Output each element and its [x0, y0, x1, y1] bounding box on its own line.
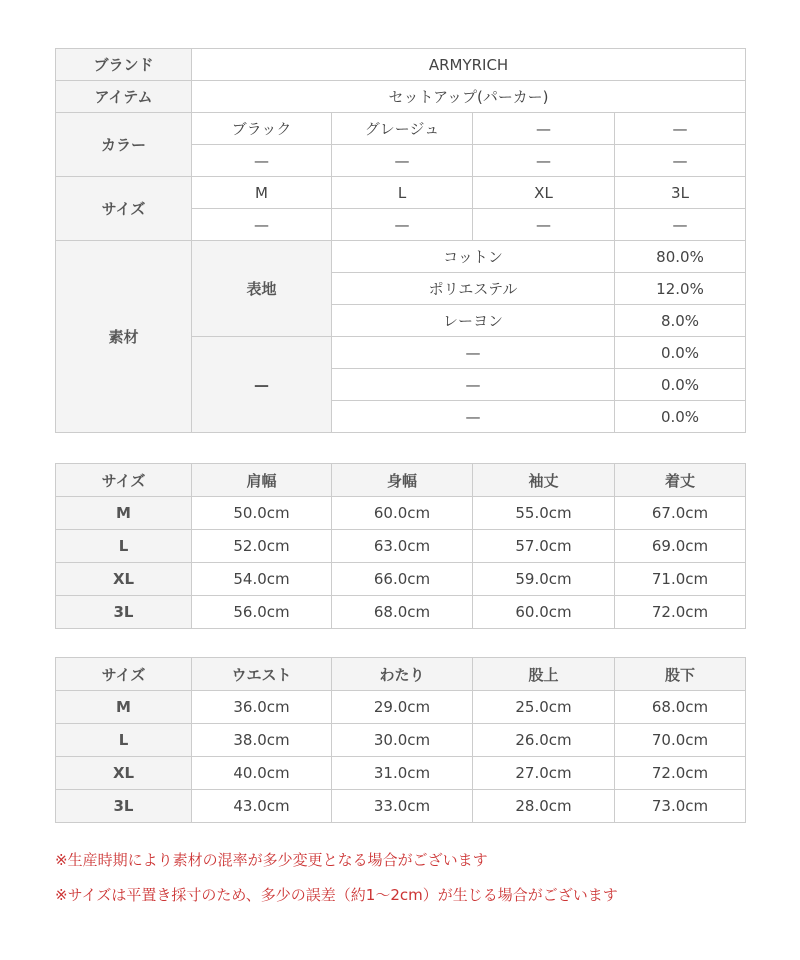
top-size-table — [55, 463, 746, 629]
measurement-cell: 29.0cm — [332, 691, 473, 724]
material-pct-cell: 0.0% — [615, 337, 746, 369]
header-cell: 着丈 — [615, 464, 746, 497]
measurement-cell: 60.0cm — [332, 497, 473, 530]
measurement-cell: 69.0cm — [615, 530, 746, 563]
material-name-cell: — — [332, 401, 615, 433]
size-row — [56, 177, 746, 209]
header-cell: 股上 — [473, 658, 615, 691]
table-row — [56, 596, 746, 629]
table-row — [56, 757, 746, 790]
measurement-cell: 40.0cm — [192, 757, 332, 790]
table-row — [56, 497, 746, 530]
header-cell: わたり — [332, 658, 473, 691]
measurement-cell: 63.0cm — [332, 530, 473, 563]
table-row — [56, 530, 746, 563]
size-cell: — — [615, 209, 746, 241]
measurement-cell: 68.0cm — [615, 691, 746, 724]
measurement-cell: 38.0cm — [192, 724, 332, 757]
measurement-cell: 30.0cm — [332, 724, 473, 757]
material-group-label-cell: 表地 — [192, 241, 332, 337]
bottom-size-table — [55, 657, 746, 823]
color-cell: — — [473, 145, 615, 177]
color-cell: ブラック — [192, 113, 332, 145]
measurement-cell: 26.0cm — [473, 724, 615, 757]
size-row-label: XL — [56, 563, 192, 596]
color-cell: — — [615, 145, 746, 177]
material-name-cell: ポリエステル — [332, 273, 615, 305]
table-row — [56, 563, 746, 596]
measurement-cell: 59.0cm — [473, 563, 615, 596]
size-row-label: L — [56, 724, 192, 757]
material-name-cell: レーヨン — [332, 305, 615, 337]
table-row — [56, 724, 746, 757]
size-label-cell: サイズ — [56, 177, 192, 241]
material-pct-cell: 0.0% — [615, 401, 746, 433]
measurement-cell: 50.0cm — [192, 497, 332, 530]
color-label-cell: カラー — [56, 113, 192, 177]
measurement-cell: 36.0cm — [192, 691, 332, 724]
size-cell: 3L — [615, 177, 746, 209]
measurement-cell: 56.0cm — [192, 596, 332, 629]
measurement-cell: 54.0cm — [192, 563, 332, 596]
measurement-cell: 66.0cm — [332, 563, 473, 596]
color-cell: グレージュ — [332, 113, 473, 145]
size-row-label: L — [56, 530, 192, 563]
material-group-label-cell: — — [192, 337, 332, 433]
header-cell: 股下 — [615, 658, 746, 691]
item-value-cell: セットアップ(パーカー) — [192, 81, 746, 113]
measurement-cell: 27.0cm — [473, 757, 615, 790]
size-cell: XL — [473, 177, 615, 209]
material-label-cell: 素材 — [56, 241, 192, 433]
material-pct-cell: 8.0% — [615, 305, 746, 337]
brand-value-cell: ARMYRICH — [192, 49, 746, 81]
material-name-cell: — — [332, 369, 615, 401]
measurement-tolerance-note: ※サイズは平置き採寸のため、多少の誤差（約1〜2cm）が生じる場合がございます — [55, 885, 618, 904]
size-row-label: 3L — [56, 790, 192, 823]
measurement-cell: 72.0cm — [615, 596, 746, 629]
measurement-cell: 67.0cm — [615, 497, 746, 530]
measurement-cell: 68.0cm — [332, 596, 473, 629]
material-name-cell: コットン — [332, 241, 615, 273]
color-cell: — — [615, 113, 746, 145]
material-row — [56, 241, 746, 273]
measurement-cell: 71.0cm — [615, 563, 746, 596]
item-row — [56, 81, 746, 113]
header-row — [56, 464, 746, 497]
size-row-label: 3L — [56, 596, 192, 629]
size-cell: M — [192, 177, 332, 209]
measurement-cell: 73.0cm — [615, 790, 746, 823]
size-cell: — — [473, 209, 615, 241]
measurement-cell: 25.0cm — [473, 691, 615, 724]
header-cell: サイズ — [56, 658, 192, 691]
table-row — [56, 691, 746, 724]
color-cell: — — [332, 145, 473, 177]
size-row-label: M — [56, 691, 192, 724]
size-cell: — — [192, 209, 332, 241]
header-cell: サイズ — [56, 464, 192, 497]
color-cell: — — [192, 145, 332, 177]
table-row — [56, 790, 746, 823]
material-pct-cell: 80.0% — [615, 241, 746, 273]
size-cell: L — [332, 177, 473, 209]
header-cell: 袖丈 — [473, 464, 615, 497]
brand-label-cell: ブランド — [56, 49, 192, 81]
material-variation-note: ※生産時期により素材の混率が多少変更となる場合がございます — [55, 851, 488, 869]
measurement-cell: 70.0cm — [615, 724, 746, 757]
header-cell: ウエスト — [192, 658, 332, 691]
measurement-cell: 72.0cm — [615, 757, 746, 790]
measurement-cell: 31.0cm — [332, 757, 473, 790]
measurement-cell: 33.0cm — [332, 790, 473, 823]
header-row — [56, 658, 746, 691]
measurement-cell: 60.0cm — [473, 596, 615, 629]
measurement-cell: 57.0cm — [473, 530, 615, 563]
measurement-cell: 52.0cm — [192, 530, 332, 563]
material-pct-cell: 12.0% — [615, 273, 746, 305]
color-row — [56, 113, 746, 145]
measurement-cell: 43.0cm — [192, 790, 332, 823]
measurement-cell: 55.0cm — [473, 497, 615, 530]
header-cell: 身幅 — [332, 464, 473, 497]
color-cell: — — [473, 113, 615, 145]
item-label-cell: アイテム — [56, 81, 192, 113]
header-cell: 肩幅 — [192, 464, 332, 497]
product-info-table — [55, 48, 746, 433]
size-row-label: M — [56, 497, 192, 530]
size-row-label: XL — [56, 757, 192, 790]
material-name-cell: — — [332, 337, 615, 369]
material-pct-cell: 0.0% — [615, 369, 746, 401]
size-cell: — — [332, 209, 473, 241]
measurement-cell: 28.0cm — [473, 790, 615, 823]
brand-row — [56, 49, 746, 81]
